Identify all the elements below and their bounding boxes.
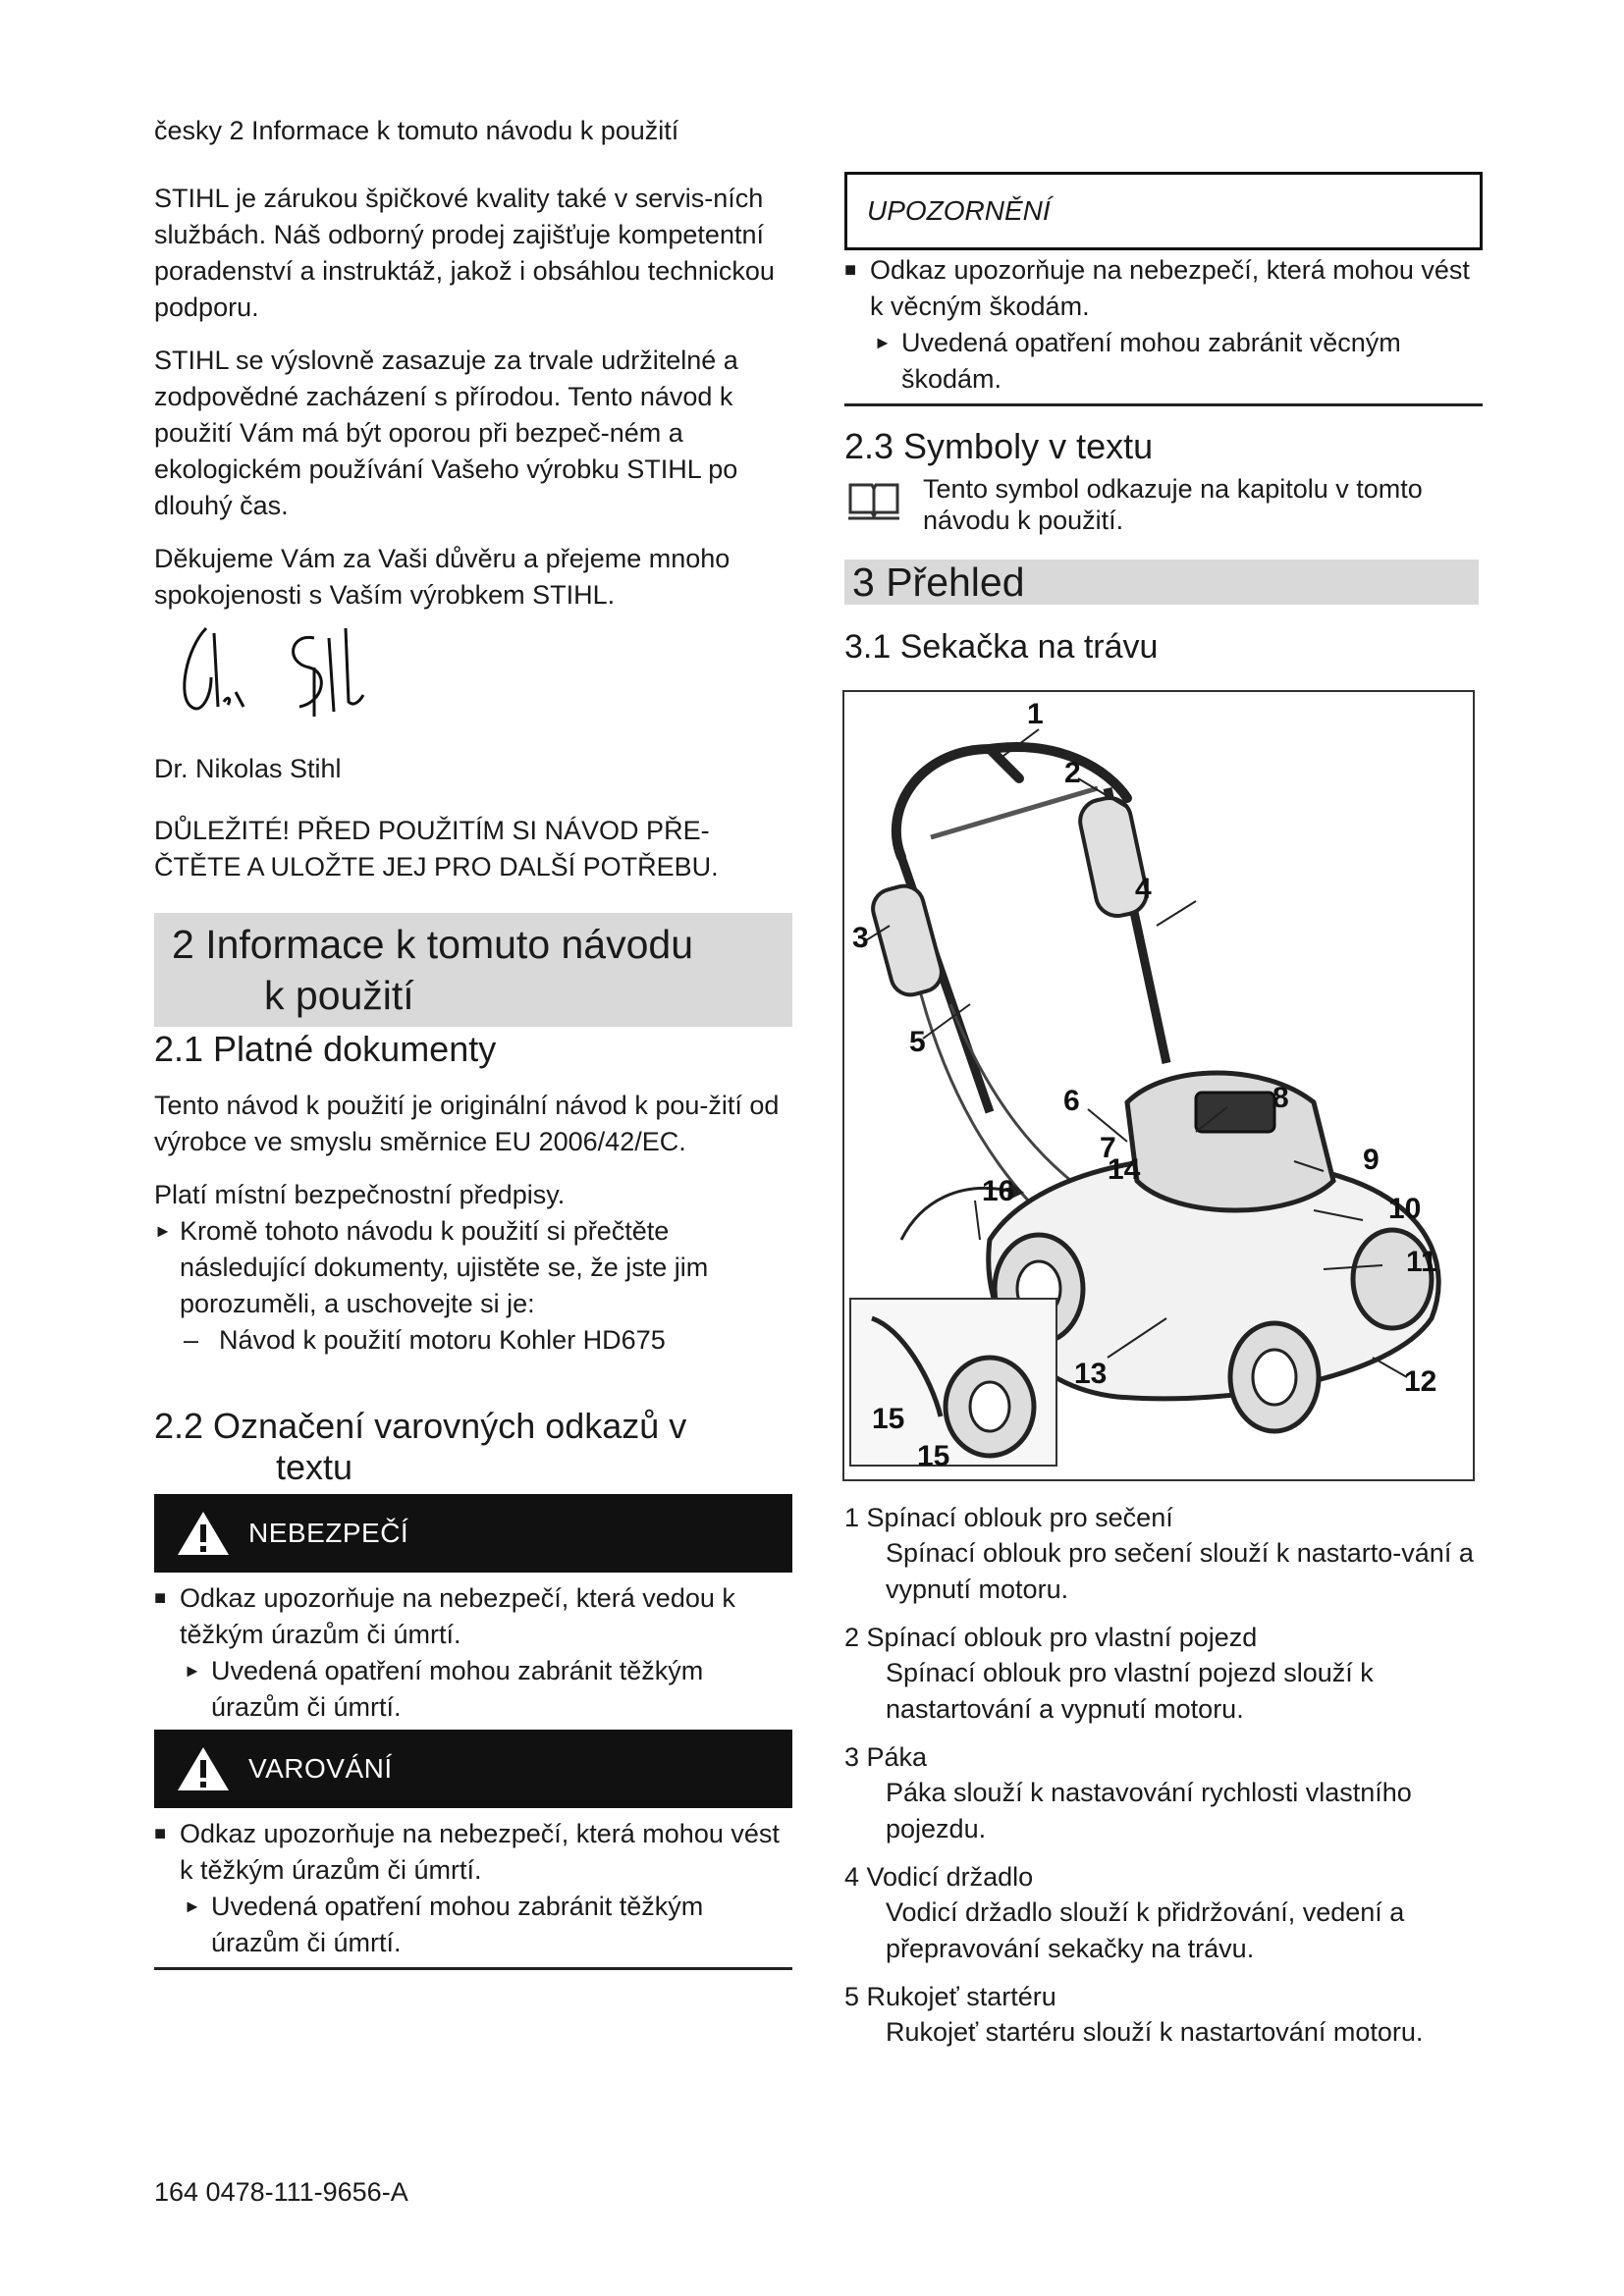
intro-paragraph-3: Děkujeme Vám za Vaši důvěru a přejeme mnoho spokojenosti s Vaším výrobkem STIHL. — [154, 544, 731, 610]
notice-bar — [844, 172, 1483, 250]
figure-label-12: 12 — [1404, 1365, 1437, 1398]
s21-bullet: ► Kromě tohoto návodu k použití si přečtěte následující dokumenty, ujistěte se, že jste jim porozuměli, a uschovejte si je: — [154, 1213, 783, 1322]
legend-item-3-title: 3 Páka — [844, 1742, 928, 1772]
warning-action: ► Uvedená opatření mohou zabránit těžkým úrazům či úmrtí. — [154, 1889, 792, 1961]
s21-local: Platí místní bezpečnostní předpisy. — [154, 1180, 566, 1209]
section-2-1-heading: 2.1 Platné dokumenty — [154, 1029, 497, 1069]
figure-label-2: 2 — [1064, 757, 1081, 789]
figure-label-16: 16 — [982, 1175, 1015, 1207]
figure-label-10: 10 — [1388, 1193, 1422, 1225]
section-2-2-heading: 2.2 Označení varovných odkazů v textu — [154, 1406, 687, 1487]
section-2-title-line-2: k použití — [264, 973, 414, 1018]
notice-action: ► Uvedená opatření mohou zabránit věcným škodám. — [844, 325, 1483, 398]
square-bullet-icon: ■ — [844, 259, 857, 281]
book-icon — [846, 481, 901, 522]
warning-block — [154, 1730, 792, 1970]
arrow-marker-icon: ► — [874, 333, 892, 352]
figure-label-7: 7 — [1100, 1132, 1116, 1164]
arrow-marker-icon: ► — [184, 1896, 201, 1916]
legend-item-3-desc: Páka slouží k nastavování rychlosti vlastního pojezdu. — [886, 1778, 1412, 1843]
legend-item-5-desc: Rukojeť startéru slouží k nastartování motoru. — [886, 2017, 1424, 2047]
important-line-2: ČTĚTE A ULOŽTE JEJ PRO DALŠÍ POTŘEBU. — [154, 852, 719, 881]
s21-dash-item: – Návod k použití motoru Kohler HD675 — [154, 1322, 783, 1359]
warning-text: ■ Odkaz upozorňuje na nebezpečí, která mohou vést k těžkým úrazům či úmrtí. — [154, 1816, 792, 1889]
legend-item-1-desc: Spínací oblouk pro sečení slouží k nastarto-vání a vypnutí motoru. — [886, 1538, 1474, 1604]
important-line-1: DŮLEŽITÉ! PŘED POUŽITÍM SI NÁVOD PŘE- — [154, 816, 710, 845]
dash-marker: – — [184, 1325, 199, 1355]
figure-label-3: 3 — [852, 922, 869, 954]
legend-item-4-title: 4 Vodicí držadlo — [844, 1862, 1034, 1892]
legend-item-4-desc: Vodicí držadlo slouží k přidržování, vedení a přepravování sekačky na trávu. — [886, 1897, 1405, 1963]
legend-item-2-desc: Spínací oblouk pro vlastní pojezd slouží k nastartování a vypnutí motoru. — [886, 1658, 1374, 1724]
legend-item-1-title: 1 Spínací oblouk pro sečení — [844, 1503, 1173, 1532]
danger-action: ► Uvedená opatření mohou zabránit těžkým úrazům či úmrtí. — [154, 1653, 792, 1726]
warning-triangle-icon — [176, 1745, 231, 1792]
legend-item-2-title: 2 Spínací oblouk pro vlastní pojezd — [844, 1623, 1258, 1652]
s21-text: Tento návod k použití je originální návod k pou-žití od výrobce ve smyslu směrnice EU 2006/42/EC. — [154, 1091, 780, 1156]
warning-bottom-rule — [154, 1967, 792, 1970]
intro-paragraph-1: STIHL je zárukou špičkové kvality také v servis-ních službách. Náš odborný prodej zajišťuje kompetentní poradenství a instruktáž, jakož i obsáhlou technickou podporu. — [154, 184, 775, 322]
warning-bar — [154, 1730, 792, 1808]
section-2-3-heading: 2.3 Symboly v textu — [844, 426, 1154, 466]
notice-label: UPOZORNĚNÍ — [867, 195, 1051, 226]
s23-text: Tento symbol odkazuje na kapitolu v tomto návodu k použití. — [923, 474, 1423, 535]
warning-triangle-icon — [176, 1510, 231, 1557]
running-header: česky 2 Informace k tomuto návodu k použití — [154, 116, 679, 145]
left-intro — [154, 181, 792, 614]
figure-label-15a: 15 — [872, 1403, 905, 1435]
lawn-mower-figure — [842, 690, 1475, 1481]
danger-text: ■ Odkaz upozorňuje na nebezpečí, která vedou k těžkým úrazům či úmrtí. — [154, 1580, 792, 1653]
section-2-1-body — [154, 1088, 783, 1359]
section-2-heading — [154, 913, 792, 1027]
figure-label-15b: 15 — [917, 1440, 950, 1472]
notice-text: ■ Odkaz upozorňuje na nebezpečí, která mohou vést k věcným škodám. — [844, 252, 1483, 325]
notice-block — [844, 172, 1483, 406]
notice-bottom-rule — [844, 403, 1483, 406]
arrow-marker-icon: ► — [184, 1661, 201, 1681]
figure-label-5: 5 — [909, 1026, 926, 1058]
danger-bar — [154, 1494, 792, 1573]
danger-label: NEBEZPEČÍ — [248, 1518, 409, 1548]
legend-item-5-title: 5 Rukojeť startéru — [844, 1982, 1056, 2011]
arrow-marker-icon: ► — [154, 1221, 172, 1241]
figure-label-1: 1 — [1027, 698, 1044, 730]
figure-label-6: 6 — [1063, 1085, 1080, 1117]
danger-block — [154, 1494, 792, 1735]
figure-label-11: 11 — [1406, 1246, 1437, 1278]
figure-legend — [844, 1500, 1492, 2051]
figure-label-8: 8 — [1272, 1082, 1289, 1114]
warning-label: VAROVÁNÍ — [248, 1753, 393, 1784]
figure-label-4: 4 — [1135, 873, 1152, 905]
figure-label-14: 14 — [1108, 1153, 1141, 1186]
section-3-1-heading: 3.1 Sekačka na trávu — [844, 628, 1159, 666]
square-bullet-icon: ■ — [154, 1823, 167, 1844]
figure-label-13: 13 — [1074, 1358, 1108, 1390]
intro-paragraph-2: STIHL se výslovně zasazuje za trvale udržitelné a zodpovědné zacházení s přírodou. Tento návod k použití Vám má být oporou při bezpeč-ném a ekologickém používání Vašeho výrobku STIHL po dlouhý čas. — [154, 346, 738, 520]
section-2-title-line-1: 2 Informace k tomuto návodu — [172, 922, 694, 967]
signature-name: Dr. Nikolas Stihl — [154, 754, 342, 783]
square-bullet-icon: ■ — [154, 1587, 167, 1609]
section-3-heading: 3 Přehled — [844, 560, 1479, 605]
important-notice — [154, 813, 792, 885]
signature-image — [167, 609, 383, 736]
figure-label-9: 9 — [1363, 1144, 1380, 1176]
page-footer-code: 164 0478-111-9656-A — [154, 2177, 408, 2207]
